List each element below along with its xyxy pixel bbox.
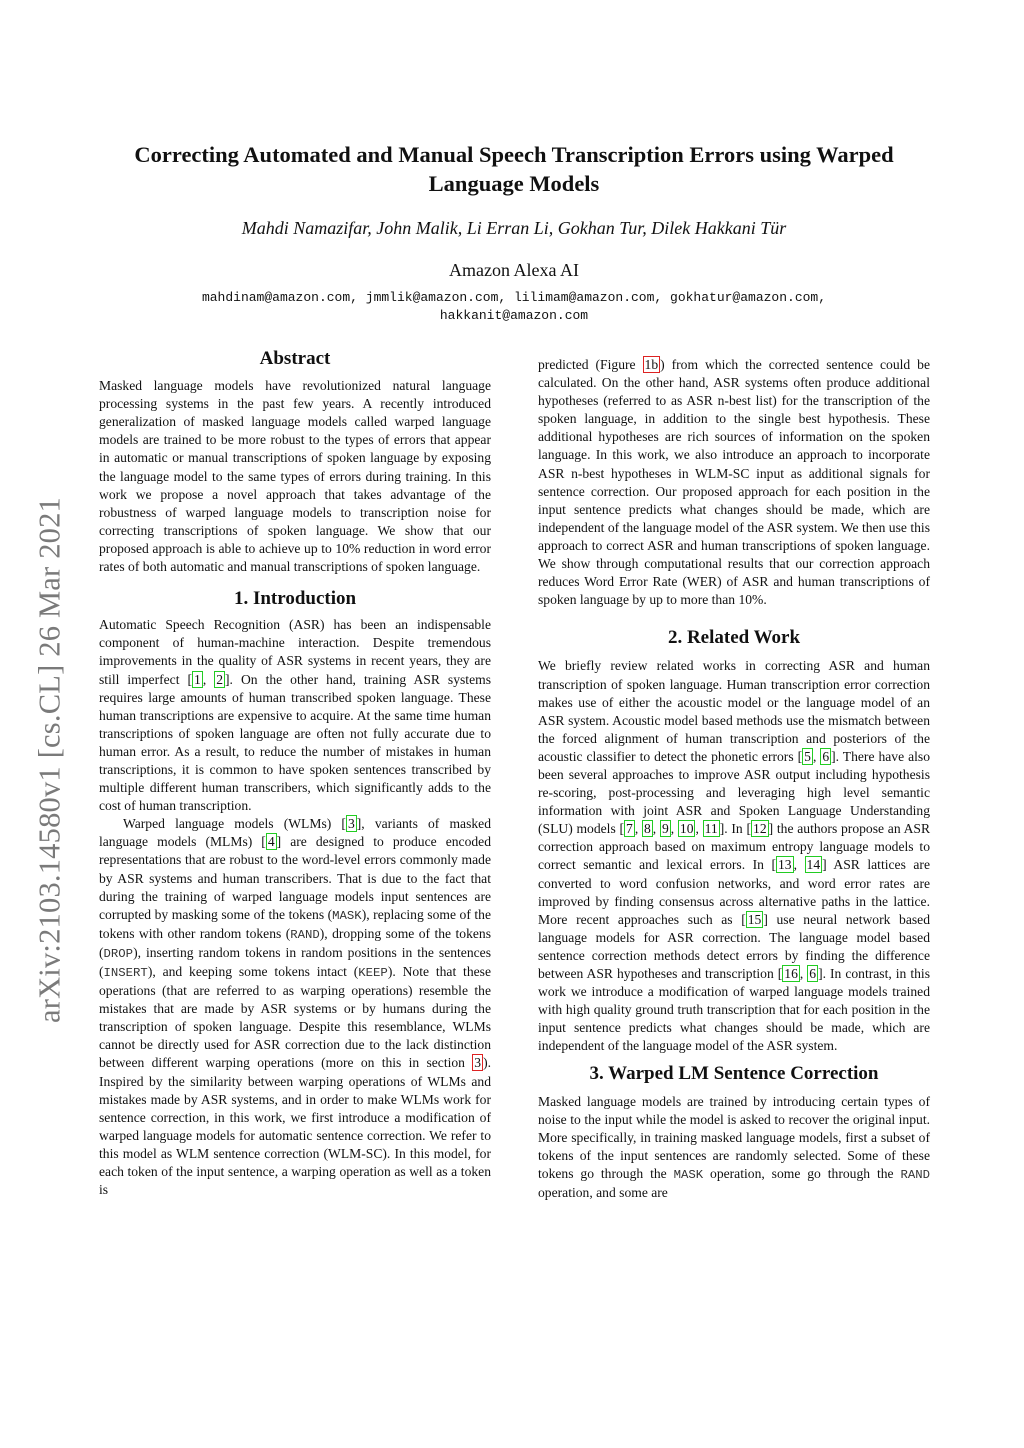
citation-link[interactable]: 3	[347, 816, 355, 832]
intro-paragraph-2: Warped language models (WLMs) [ 3 ], variants of masked language models (MLMs) [ 4 ] are designed to produce encoded representations that are robust to the word-level errors commonly made by ASR systems and human transcribers. That is due to the fact that during the training of warped language models input sentences are corrupted by masking some of the tokens (MASK), replacing some of the tokens with other random tokens (RAND), dropping some of the tokens (DROP), inserting random tokens in random positions in the sentences (INSERT), and keeping some tokens intact (KEEP). Note that these operations (that are referred to as warping operations) resemble the mistakes that are made by ASR systems or by humans during the transcription of spoken language. Despite this resemblance, WLMs cannot be directly used for ASR correction due to the lack distinction between different warping operations (more on this in section 3 ). Inspired by the similarity between warping operations of WLMs and mistakes made by ASR systems, and in order to make WLMs work for sentence correction, in this work, we first introduce a modification of warped language models for automatic sentence correction. We refer to this model as WLM sentence correction (WLM-SC). In this model, for each token of the input sentence, a warping operation as well as a token is	[99, 816, 491, 1198]
abstract-text: Masked language models have revolutionized natural language processing systems in the past few years. A recently introduced generalization of masked language models called warped language models are trained to be more robust to the types of errors that appear in automatic or manual transcriptions of spoken language by exposing the language model to the same types of errors during training. In this work we propose a novel approach that takes advantage of the robustness of warped language models to transcription noise for correcting transcriptions of spoken language. We show that our proposed approach is able to achieve up to 10% reduction in word error rates of both automatic and manual transcriptions of spoken language.	[99, 378, 491, 575]
email-list	[100, 289, 928, 325]
citation-link[interactable]: 7	[626, 821, 633, 837]
token-mask: MASK	[332, 908, 362, 923]
related-work-paragraph: We briefly review related works in correcting ASR and human transcription of spoken language. Human transcription error correction makes use of either the acoustic model or the language model of an ASR system. Acoustic model based methods use the mismatch between the forced alignment of human transcription and posteriors of the acoustic classifier to detect the phonetic errors [ 5 , 6 ]. There have also been several approaches to improve ASR output including hypothesis re-scoring, post-processing and leveraging high level semantic information with joint ASR and Spoken Language Understanding (SLU) models [ 7 , 8 , 9 , 10 , 11 ]. In [ 12 ] the authors propose an ASR correction approach based on maximum entropy language models to correct semantic and lexical errors. In [ 13 , 14 ] ASR lattices are converted to word confusion networks, and word error rates are improved by finding consensus across alternative paths in the lattice. More recent approaches such as [ 15 ] use neural network based language models for ASR correction. The language model based sentence correction methods detect errors by finding the difference between ASR hypotheses and transcription [ 16 , 6 ]. In contrast, in this work we introduce a modification of warped language models trained with high quality ground truth transcription that for each position in the input sentence predicts what changes should be made, which are independent of the language model of the ASR system.	[538, 658, 931, 1054]
arxiv-id: arXiv:2103.14580v1 [cs.CL] 26 Mar 2021	[32, 496, 67, 1024]
intro-continuation: predicted (Figure 1b ) from which the corrected sentence could be calculated. On the other hand, ASR systems often produce additional hypotheses (referred to as ASR n-best list) for the transcription of the spoken language, in addition to the single best hypothesis. These additional hypotheses are rich sources of information on the spoken language. In this work, we also introduce an approach to incorporate ASR n-best hypotheses in WLM-SC input as additional signals for sentence correction. Our proposed approach for each position in the input sentence predicts what changes should be made, which are independent of the language model of the ASR system. We then use this approach to correct ASR and human transcriptions of spoken language. We show through computational results that our correction approach reduces Word Error Rate (WER) of ASR and human transcriptions of spoken language by up to more than 10%.	[538, 357, 930, 608]
citation-link[interactable]: 10	[679, 821, 694, 837]
citation-link[interactable]: 1	[194, 671, 201, 687]
section-link[interactable]: 3	[474, 1055, 482, 1071]
citation-link[interactable]: 13	[778, 857, 792, 873]
related-work-heading: 2. Related Work	[667, 627, 801, 649]
citation-link[interactable]: 15	[747, 911, 762, 927]
email-line: mahdinam@amazon.com, jmmlik@amazon.com, lilimam@amazon.com, gokhatur@amazon.com,	[201, 290, 827, 305]
citation-link[interactable]: 11	[704, 821, 718, 837]
paper-title: Correcting Automated and Manual Speech Transcription Errors using Warped Language Models	[134, 142, 894, 196]
citation-link[interactable]: 2	[216, 671, 224, 687]
citation-link[interactable]: 8	[643, 821, 651, 837]
author-list: Mahdi Namazifar, John Malik, Li Erran Li, Gokhan Tur, Dilek Hakkani Tür	[241, 218, 787, 238]
citation-link[interactable]: 12	[753, 821, 767, 837]
citation-link[interactable]: 16	[784, 966, 798, 981]
email-line: hakkanit@amazon.com	[439, 308, 589, 323]
token-insert: INSERT	[103, 966, 148, 980]
intro-heading: 1. Introduction	[233, 588, 357, 610]
warped-lm-heading: 3. Warped LM Sentence Correction	[589, 1063, 879, 1085]
token-drop: DROP	[103, 946, 134, 961]
right-column	[538, 356, 930, 1202]
left-column	[99, 350, 491, 1199]
token-rand: RAND	[290, 927, 320, 942]
token-rand: RAND	[900, 1167, 930, 1182]
citation-link[interactable]: 5	[804, 748, 811, 764]
citation-link[interactable]: 14	[806, 857, 821, 873]
abstract-heading: Abstract	[259, 348, 331, 369]
citation-link[interactable]: 9	[661, 821, 669, 837]
figure-link[interactable]: 1b	[644, 357, 659, 372]
citation-link[interactable]: 6	[822, 748, 830, 764]
arxiv-sidebar-stamp	[28, 450, 72, 1070]
token-mask: MASK	[673, 1167, 704, 1182]
citation-link[interactable]: 6	[809, 966, 817, 981]
intro-paragraph-1: Automatic Speech Recognition (ASR) has been an indispensable component of human-machine interaction. Despite tremendous improvements in the quality of ASR systems in recent years, they are still imperfect [ 1 , 2 ]. On the other hand, training ASR systems requires large amounts of human transcribed spoken language. These human transcriptions are expensive to acquire. At the same time human transcriptions of spoken language are often not fully accurate due to human error. As a result, to reduce the number of mistakes in human transcriptions, it is common to have spoken sentences transcribed by multiple different human transcribers, which significantly adds to the cost of human transcription.	[99, 617, 491, 814]
warped-lm-paragraph: Masked language models are trained by introducing certain types of noise to the input while the model is asked to recover the original input. More specifically, in training masked language models, first a subset of tokens of the input sentences are randomly selected. Some of these tokens go through the MASK operation, some go through the RAND operation, and some are	[538, 1093, 930, 1201]
affiliation: Amazon Alexa AI	[449, 260, 579, 280]
citation-link[interactable]: 4	[267, 834, 275, 850]
token-keep: KEEP	[358, 966, 388, 980]
